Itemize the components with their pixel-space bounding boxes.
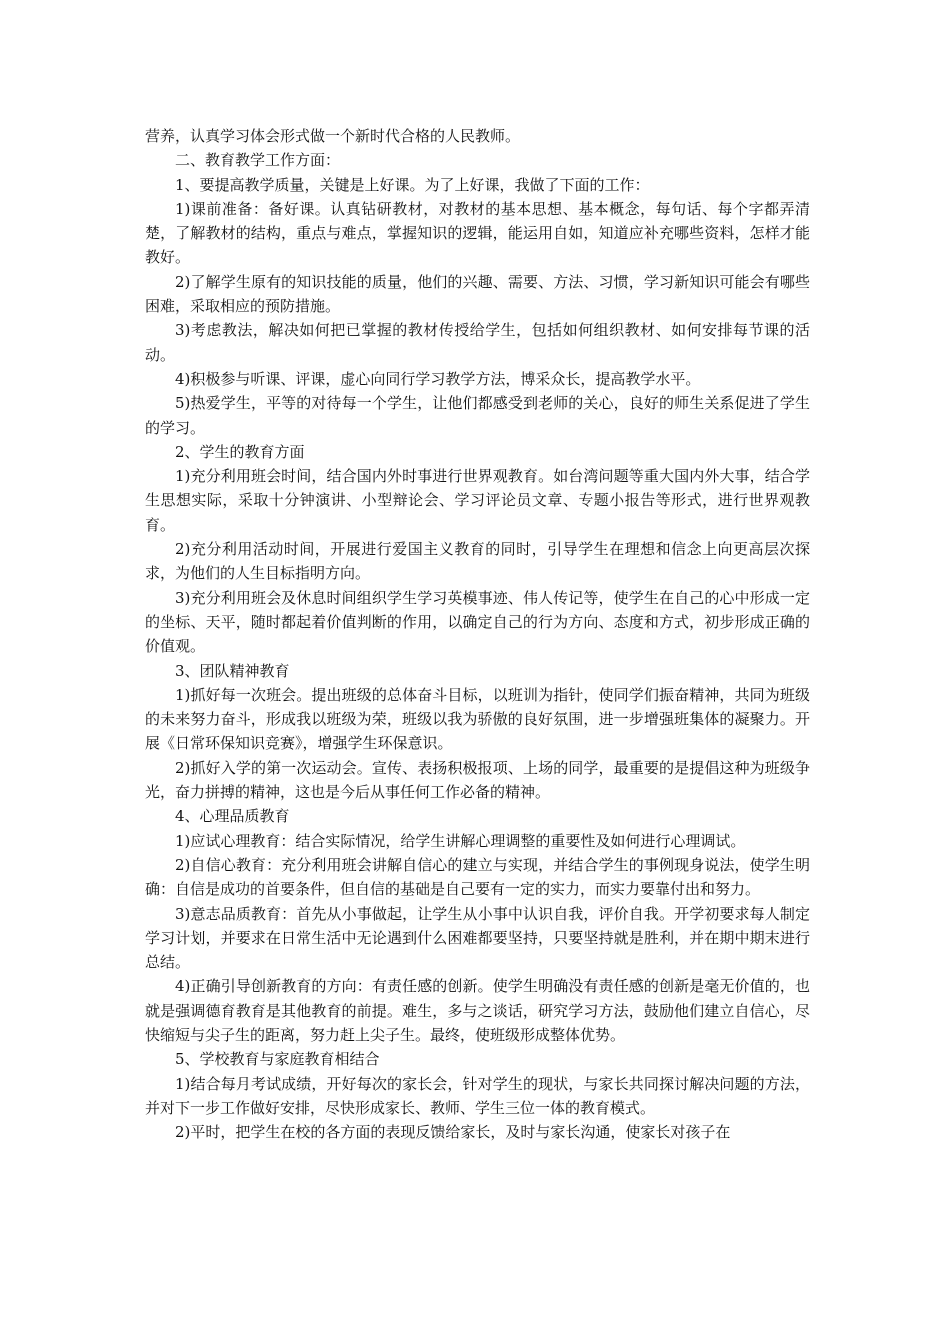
paragraph: 1)应试心理教育：结合实际情况，给学生讲解心理调整的重要性及如何进行心理调试。 <box>175 831 746 850</box>
paragraph: 3)考虑教法，解决如何把已掌握的教材传授给学生，包括如何组织教材、如何安排每节课的活动。 <box>145 321 810 364</box>
subsection-heading: 2、学生的教育方面 <box>175 442 305 461</box>
paragraph: 2)抓好入学的第一次运动会。宣传、表扬积极报项、上场的同学，最重要的是提倡这种为班级争光，奋力拼搏的精神，这也是今后从事任何工作必备的精神。 <box>145 758 810 802</box>
paragraph: 2)充分利用活动时间，开展进行爱国主义教育的同时，引导学生在理想和信念上向更高层次探求，为他们的人生目标指明方向。 <box>145 540 810 583</box>
paragraph: 1)抓好每一次班会。提出班级的总体奋斗目标，以班训为指针，使同学们振奋精神，共同为班级的未来努力奋斗，形成我以班级为荣，班级以我为骄傲的良好氛围，进一步增强班集体的凝聚力。开展《日常环保知识竞赛》，增强学生环保意识。 <box>145 685 810 753</box>
paragraph: 1)课前准备：备好课。认真钻研教材，对教材的基本思想、基本概念，每句话、每个字都弄清楚，了解教材的结构，重点与难点，掌握知识的逻辑，能运用自如，知道应补充哪些资料，怎样才能教好。 <box>145 199 810 267</box>
section-heading: 二、教育教学工作方面： <box>175 151 341 170</box>
paragraph: 4)正确引导创新教育的方向：有责任感的创新。使学生明确没有责任感的创新是毫无价值的，也就是强调德育教育是其他教育的前提。难生，多与之谈话，研究学习方法，鼓励他们建立自信心，尽快缩短与尖子生的距离，努力赶上尖子生。最终，使班级形成整体优势。 <box>145 977 810 1044</box>
paragraph: 3)意志品质教育：首先从小事做起，让学生从小事中认识自我，评价自我。开学初要求每人制定学习计划，并要求在日常生活中无论遇到什么困难都要坚持，只要坚持就是胜利，并在期中期末进行总结。 <box>145 904 810 972</box>
paragraph: 营养，认真学习体会形式做一个新时代合格的人民教师。 <box>145 127 521 145</box>
paragraph: 2)自信心教育：充分利用班会讲解自信心的建立与实现，并结合学生的事例现身说法，使学生明确：自信是成功的首要条件，但自信的基础是自己要有一定的实力，而实力要靠付出和努力。 <box>145 855 810 899</box>
subsection-heading: 5、学校教育与家庭教育相结合 <box>175 1050 380 1069</box>
paragraph: 1)结合每月考试成绩，开好每次的家长会，针对学生的现状，与家长共同探讨解决问题的方法，并对下一步工作做好安排，尽快形成家长、教师、学生三位一体的教育模式。 <box>145 1074 810 1117</box>
paragraph: 5)热爱学生，平等的对待每一个学生，让他们都感受到老师的关心，良好的师生关系促进了学生的学习。 <box>145 394 810 437</box>
paragraph: 1)充分利用班会时间，结合国内外时事进行世界观教育。如台湾问题等重大国内外大事，结合学生思想实际，采取十分钟演讲、小型辩论会、学习评论员文章、专题小报告等形式，进行世界观教育。 <box>145 467 810 534</box>
paragraph: 4)积极参与听课、评课，虚心向同行学习教学方法，博采众长，提高教学水平。 <box>175 369 701 388</box>
subsection-heading: 4、心理品质教育 <box>175 807 290 826</box>
document-body <box>145 124 810 1144</box>
paragraph: 2)平时，把学生在校的各方面的表现反馈给家长，及时与家长沟通，使家长对孩子在 <box>175 1123 731 1142</box>
subsection-heading: 3、团队精神教育 <box>175 661 290 680</box>
paragraph: 2)了解学生原有的知识技能的质量，他们的兴趣、需要、方法、习惯，学习新知识可能会有哪些困难，采取相应的预防措施。 <box>145 272 810 316</box>
subsection-heading: 1、要提高教学质量，关键是上好课。为了上好课，我做了下面的工作： <box>175 175 650 194</box>
paragraph: 3)充分利用班会及休息时间组织学生学习英模事迹、伟人传记等，使学生在自己的心中形成一定的坐标、天平，随时都起着价值判断的作用，以确定自己的行为方向、态度和方式，初步形成正确的价值观。 <box>145 588 810 656</box>
